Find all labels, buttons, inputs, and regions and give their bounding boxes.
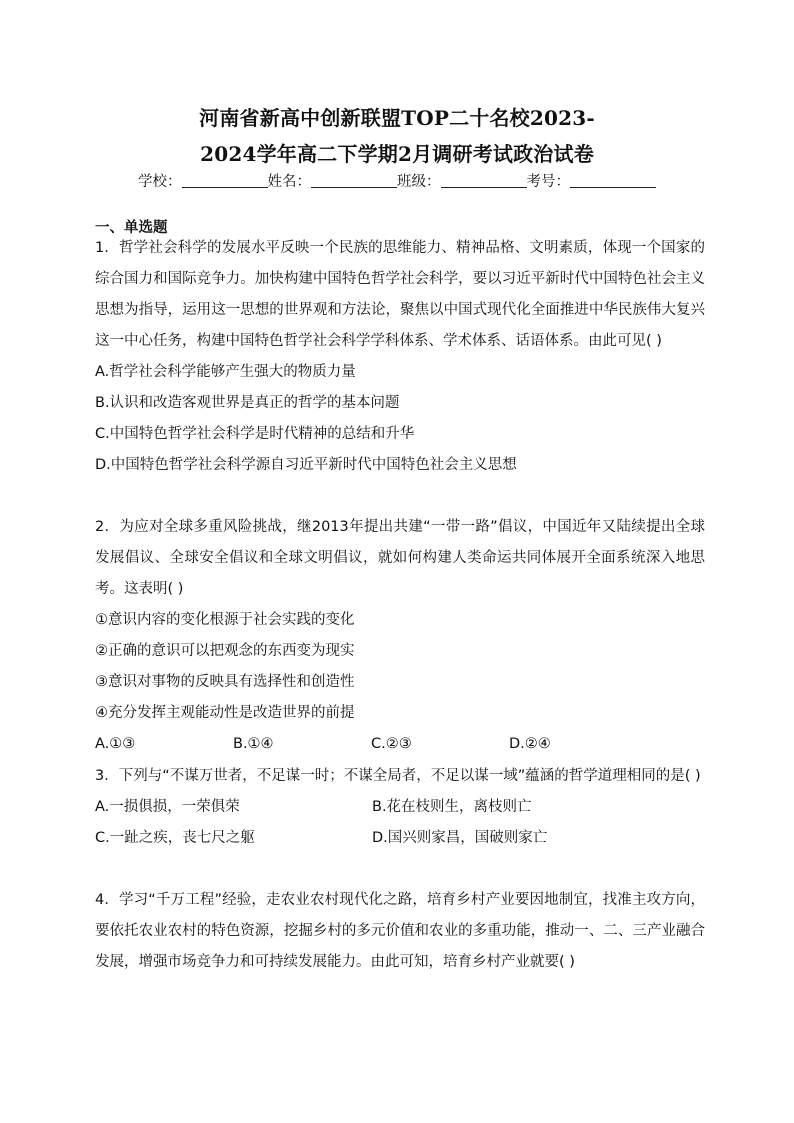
question-2-statement-4: ④充分发挥主观能动性是改造世界的前提 <box>95 705 355 721</box>
question-1-option-d: D.中国特色哲学社会科学源自习近平新时代中国特色社会主义思想 <box>95 457 517 473</box>
question-2-statement-2: ②正确的意识可以把观念的东西变为现实 <box>95 643 355 659</box>
question-3-options-row-2 <box>95 823 705 854</box>
question-1 <box>95 233 705 481</box>
question-2-statement-1: ①意识内容的变化根源于社会实践的变化 <box>95 612 355 628</box>
question-3-option-a: A.一损俱损，一荣俱荣 <box>95 799 240 815</box>
question-2-option-a: A.①③ <box>95 736 136 752</box>
question-2-option-c: C.②③ <box>371 736 412 752</box>
question-1-option-c: C.中国特色哲学社会科学是时代精神的总结和升华 <box>95 426 415 442</box>
name-label: 姓名： <box>267 174 311 190</box>
question-3-options-row-1 <box>95 792 705 823</box>
question-3-option-b: B.花在枝则生，离枝则亡 <box>372 799 532 815</box>
question-3-option-d: D.国兴则家昌，国破则家亡 <box>372 830 548 846</box>
question-4 <box>95 885 705 978</box>
question-2-statement-3: ③意识对事物的反映具有选择性和创造性 <box>95 674 355 690</box>
student-info-row <box>0 170 794 191</box>
question-2-option-b: B.①④ <box>233 736 274 752</box>
exam-number-blank <box>570 173 656 188</box>
question-1-option-a: A.哲学社会科学能够产生强大的物质力量 <box>95 364 356 380</box>
school-label: 学校： <box>138 174 182 190</box>
question-1-stem: 1．哲学社会科学的发展水平反映一个民族的思维能力、精神品格、文明素质，体现一个国家的综合国力和国际竞争力。加快构建中国特色哲学社会科学，要以习近平新时代中国特色社会主义思想为指导，运用这一思想的世界观和方法论，聚焦以中国式现代化全面推进中华民族伟大复兴这一中心任务，构建中国特色哲学社会科学学科体系、学术体系、话语体系。由此可见( ) <box>95 240 705 349</box>
name-blank <box>311 173 397 188</box>
school-blank <box>182 173 268 188</box>
question-3-stem: 3．下列与“不谋万世者，不足谋一时；不谋全局者，不足以谋一域”蕴涵的哲学道理相同的是( ) <box>95 768 701 784</box>
exam-number-label: 考号： <box>526 174 570 190</box>
class-blank <box>441 173 527 188</box>
question-3 <box>95 761 705 854</box>
exam-title-line-1: 河南省新高中创新联盟TOP二十名校2023- <box>199 106 595 130</box>
question-2 <box>95 512 705 760</box>
question-2-option-d: D.②④ <box>509 736 551 752</box>
question-3-option-c: C.一趾之疾，丧七尺之躯 <box>95 830 255 846</box>
question-2-stem: 2．为应对全球多重风险挑战，继2013年提出共建“一带一路”倡议，中国近年又陆续提出全球发展倡议、全球安全倡议和全球文明倡议，就如何构建人类命运共同体展开全面系统深入地思考。这表明( ) <box>95 519 705 597</box>
question-1-option-b: B.认识和改造客观世界是真正的哲学的基本问题 <box>95 395 400 411</box>
class-label: 班级： <box>397 174 441 190</box>
question-4-stem: 4．学习“千万工程”经验，走农业农村现代化之路，培育乡村产业要因地制宜，找准主攻方向，要依托农业农村的特色资源，挖掘乡村的多元价值和农业的多重功能，推动一、二、三产业融合发展，增强市场竞争力和可持续发展能力。由此可知，培育乡村产业就要( ) <box>95 892 705 970</box>
exam-title-line-2: 2024学年高二下学期2月调研考试政治试卷 <box>200 142 594 166</box>
question-2-options-row <box>95 729 705 760</box>
section-title: 一、单选题 <box>95 220 168 236</box>
